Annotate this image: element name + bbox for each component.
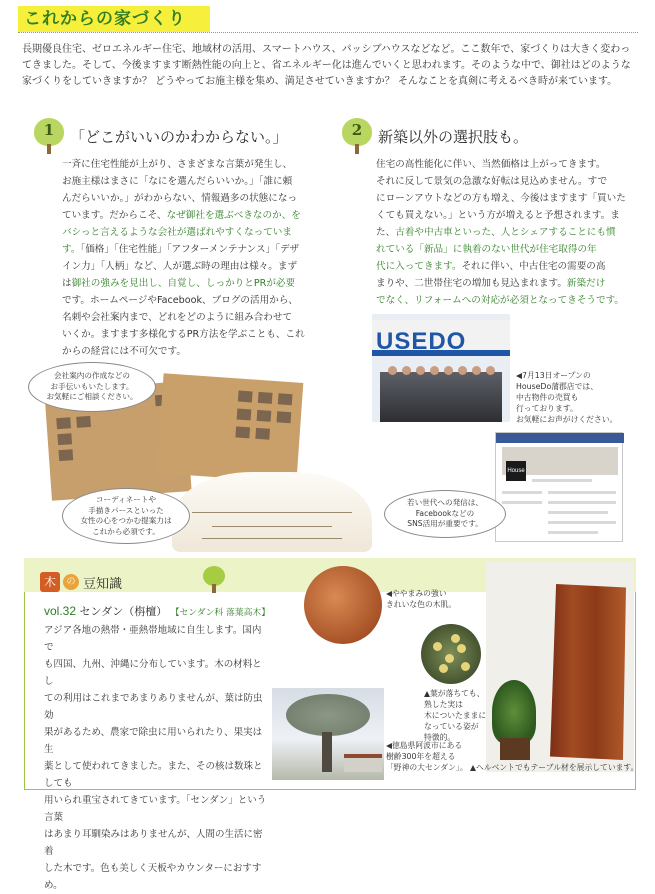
wood-grain-image	[304, 566, 382, 644]
store-sign	[372, 320, 510, 356]
section2-text-green2: 新築だけ でなく、リフォームへの対応が必須となってきそうです。	[376, 278, 624, 306]
section1-text-c: です。ホームページやFacebook、ブログの活用から、 名刺や会社案内まで、どれをどのように組み合わせて いくか。ますます多様化するPR方法を学ぶことも、これ からの経営には不可欠です。	[62, 295, 305, 357]
tree-icon	[203, 566, 227, 594]
section2-body	[376, 156, 638, 309]
facebook-page-screenshot	[495, 432, 623, 542]
housedo-store-photo	[372, 314, 510, 422]
section1-body	[62, 156, 318, 360]
staff-group	[380, 372, 502, 422]
interior-sketch-image	[172, 472, 372, 552]
section2-text-a: 住宅の高性能化に伴い、当然価格は上がってきます。 それに反して景気の急激な好転は見込めません。すで にローンアウトなどの方も増え、今後はますます「買いた くても買えない。」という方が増えると予想されます。ま た、	[376, 159, 626, 238]
intro-paragraph: 長期優良住宅、ゼロエネルギー住宅、地域材の活用、スマートハウス、パッシブハウスなどなど。ここ数年で、家づくりは大きく変わってきました。そして、今後ますます断熱性能の向上と、省エネルギー化は進んでいくと思われます。そのような中で、御社はどのような家づくりをしていきますか？ どうやってお施主様を集め、満足させていきますか？ そんなことを真剣に考えるべき時が来ています。	[22, 44, 631, 87]
section2-title: 新築以外の選択肢も。	[378, 127, 529, 146]
tree-number-icon	[34, 118, 64, 154]
speech-bubble-brochure: 会社案内の作成などの お手伝いもいたします。 お気軽にご相談ください。	[28, 362, 156, 412]
brochure-card	[157, 373, 304, 483]
page-title: これからの家づくり	[24, 9, 186, 29]
species-family: 【センダン科 落葉高木】	[170, 608, 271, 618]
plank-caption: ▲ヘルベントでもテーブル材を展示しています。	[470, 763, 639, 772]
ki-badge: 木	[40, 572, 60, 592]
section1-number: 1	[43, 121, 55, 139]
mamechishiki-heading	[40, 572, 122, 592]
wood-grain-caption: ◀ややまみの強い きれいな色の木肌。	[386, 589, 457, 609]
tree-number-icon	[342, 118, 372, 154]
seed-caption: ▲葉が落ちても、 熟した実は 木についたままに なっている姿が 特徴的。	[424, 689, 487, 742]
section1-heading	[34, 118, 288, 154]
housedo-caption: ◀7月13日オープンの HouseDo蒲郡店では、 中古物件の売買も 行っております。 お気軽にお声がけください。	[516, 371, 618, 424]
table-plank-photo	[486, 562, 634, 772]
volume-number: vol.32	[44, 604, 77, 618]
store-sign-text: USEDO	[376, 328, 467, 355]
title-divider	[18, 32, 638, 33]
tree-caption: ◀徳島県阿波市にある 樹齢300年を超える 「野神の大センダン」。	[386, 741, 468, 772]
section2-heading	[342, 118, 528, 154]
section1-text-a: 一斉に住宅性能が上がり、さまざまな言葉が発生し、 お施主様はまさに「なにを選んだらいいか。」「誰に頼 んだらいいか。」がわからない、情報過多の状態になっ ています。だからこそ、	[62, 159, 298, 221]
section2-number: 2	[351, 121, 363, 139]
species-name: センダン（栴檀）	[79, 605, 168, 618]
section1-text-b: 「価格」「住宅性能」「アフターメンテナンス」「デザ イン力」「人柄」など、人が選ぶ時の理由は様々。まず は	[62, 244, 300, 289]
speech-bubble-coordinate: コーディネートや 手描きパースといった 女性の心をつかむ提案力は これから必須です。	[62, 488, 190, 544]
speech-bubble-sns: 若い世代への発信は、 Facebookなどの SNS活用が重要です。	[384, 490, 506, 538]
seed-image	[421, 624, 481, 684]
section2-text-green: 古着や中古車といった、人とシェアすることにも慣 れている「新品」に執着のない世代が住宅取得の年 代に入ってきます。	[376, 227, 616, 272]
great-sendan-tree-photo	[272, 688, 384, 780]
section1-title: 「どこがいいのかわからない。」	[70, 127, 288, 146]
species-title	[44, 603, 270, 619]
house-logo: House	[506, 461, 526, 481]
section2-text-b: それに伴い、中古住宅の需要の高 まりや、二世帯住宅の増加も見込まれます。	[376, 261, 606, 289]
mamechishiki-body: アジア各地の熱帯・亜熱帯地域に自生します。国内で も四国、九州、沖縄に分布しています。木の材料とし ての利用はこれまであまりありませんが、葉は防虫効 果があるため、農家で除虫に用いられたり、果実は生 薬として使われてきました。また、その核は数珠としても 用いられ重宝されてきています。「センダン」という言葉 はあまり耳馴染みはありませんが、人間の生活に密着 した木です。色も美しく天板やカウンターにおすすめ。	[44, 625, 267, 891]
section1-text-green: なぜ御社を選ぶべきなのか、を バシっと言えるような会社が選ばれやすくなっていま す。	[62, 210, 301, 255]
mamechishiki-label: 豆知識	[83, 576, 123, 592]
section1-text-green2: 御社の強みを見出し、自覚し、しっかりとPRが必要	[71, 278, 296, 289]
no-badge: の	[63, 574, 79, 590]
